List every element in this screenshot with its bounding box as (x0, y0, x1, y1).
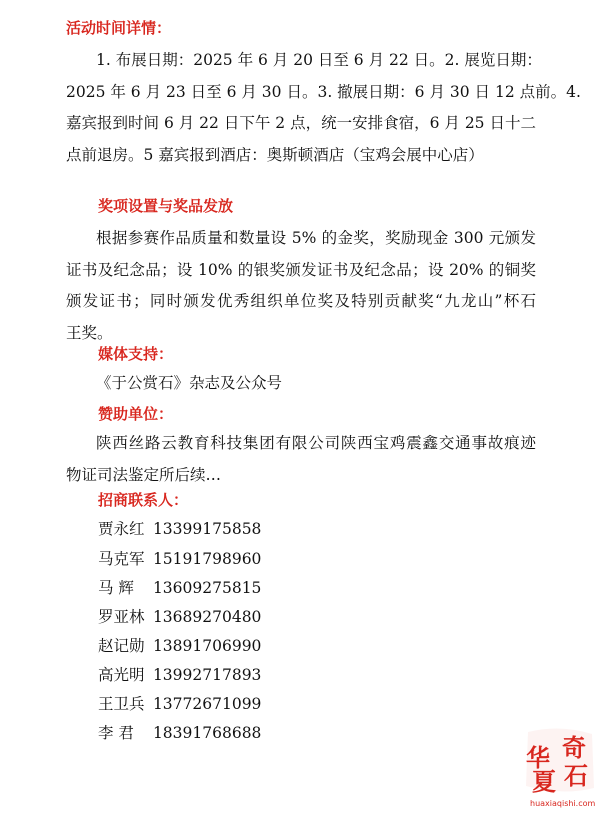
watermark-char: 石 (564, 762, 588, 790)
schedule-line: 2025 年 6 月 23 日至 6 月 30 日。3. 撤展日期：6 月 30 日 12 点前。4. (66, 82, 581, 101)
watermark-char: 夏 (532, 768, 556, 796)
schedule-heading: 活动时间详情： (66, 19, 172, 37)
contact-item (98, 723, 261, 743)
media-paragraph (66, 368, 536, 400)
contact-name: 罗亚林 (98, 608, 145, 626)
contact-name: 马 辉 (98, 579, 134, 597)
contact-item (98, 665, 261, 685)
contact-phone: 18391768688 (152, 724, 262, 742)
awards-line: 王奖。 (66, 323, 113, 342)
contact-name: 赵记勋 (98, 637, 145, 655)
contact-phone: 13689270480 (152, 608, 262, 626)
contact-name: 高光明 (98, 666, 145, 684)
contact-item (98, 607, 261, 627)
contact-item (98, 519, 261, 539)
contact-item (98, 549, 261, 569)
watermark-char: 奇 (562, 734, 586, 762)
schedule-paragraph (66, 45, 581, 171)
media-heading: 媒体支持： (98, 345, 174, 363)
contact-item (98, 578, 261, 598)
contact-name: 马克军 (98, 550, 145, 568)
contact-phone: 13891706990 (152, 637, 262, 655)
seal-logo-icon (522, 726, 598, 812)
contacts-heading: 招商联系人： (98, 491, 189, 509)
awards-paragraph (66, 223, 536, 349)
awards-line: 颁发证书；同时颁发优秀组织单位奖及特别贡献奖“九龙山”杯石 (66, 292, 536, 310)
awards-heading: 奖项设置与奖品发放 (98, 197, 234, 215)
site-watermark-logo (522, 726, 598, 812)
watermark-char: 华 (526, 744, 550, 772)
schedule-line: 1. 布展日期：2025 年 6 月 20 日至 6 月 22 日。2. 展览日期： (96, 51, 542, 69)
awards-line: 根据参赛作品质量和数量设 5% 的金奖，奖励现金 300 元颁发 (96, 229, 536, 247)
sponsors-heading: 赞助单位： (98, 405, 174, 423)
contact-name: 王卫兵 (98, 695, 145, 713)
schedule-line: 嘉宾报到时间 6 月 22 日下午 2 点，统一安排食宿，6 月 25 日十二 (66, 114, 536, 132)
contact-phone: 13399175858 (152, 520, 262, 538)
sponsors-line: 陕西丝路云教育科技集团有限公司陕西宝鸡震鑫交通事故痕迹 (96, 434, 536, 452)
contact-name: 贾永红 (98, 520, 145, 538)
contact-phone: 13772671099 (152, 695, 262, 713)
sponsors-paragraph (66, 428, 536, 491)
contact-name: 李 君 (98, 724, 134, 742)
schedule-line: 点前退房。5 嘉宾报到酒店：奥斯顿酒店（宝鸡会展中心店） (66, 145, 484, 164)
watermark-url: huaxiaqishi.com (530, 799, 596, 808)
contact-item (98, 694, 261, 714)
contact-phone: 13992717893 (152, 666, 262, 684)
awards-line: 证书及纪念品；设 10% 的银奖颁发证书及纪念品；设 20% 的铜奖 (66, 260, 536, 279)
contact-phone: 13609275815 (152, 579, 262, 597)
sponsors-line: 物证司法鉴定所后续… (66, 465, 222, 484)
media-line: 《于公赏石》杂志及公众号 (96, 374, 283, 392)
contact-item (98, 636, 261, 656)
contact-phone: 15191798960 (152, 550, 262, 568)
